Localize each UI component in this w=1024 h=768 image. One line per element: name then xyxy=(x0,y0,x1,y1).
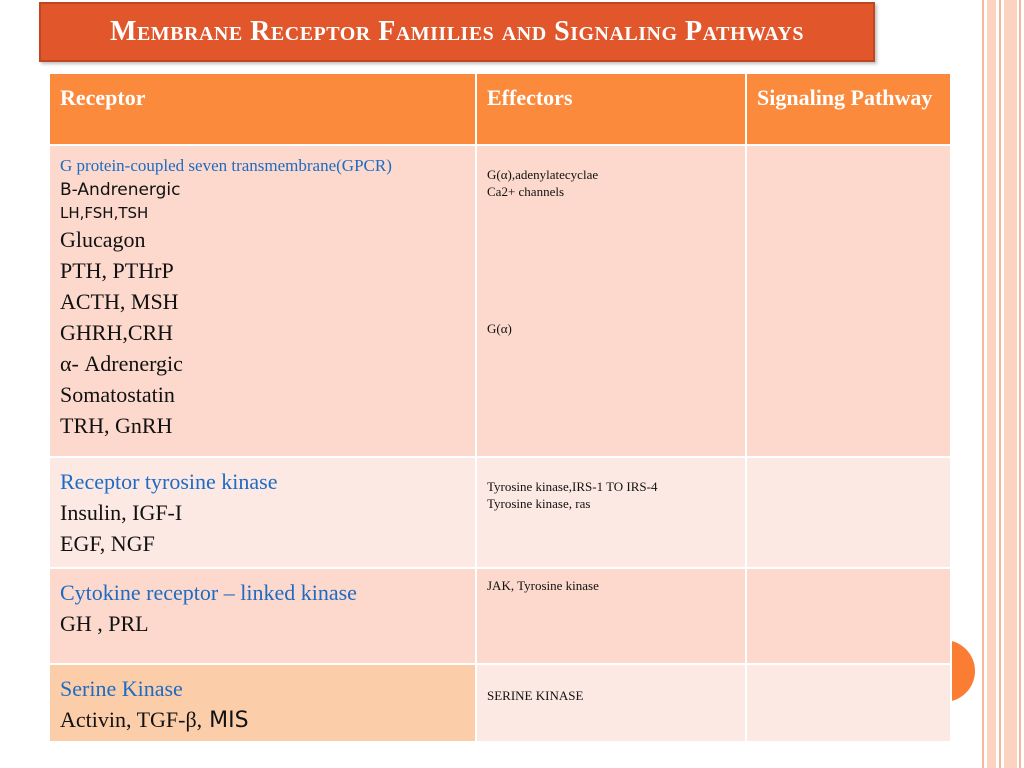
header-signaling-pathway: Signaling Pathway xyxy=(746,73,951,145)
header-effectors: Effectors xyxy=(476,73,746,145)
receptor-item: Somatostatin xyxy=(60,382,175,407)
effector-item: Tyrosine kinase, ras xyxy=(487,496,591,511)
table-header-row xyxy=(49,73,951,145)
receptor-table xyxy=(48,72,952,743)
receptor-item: α- Adrenergic xyxy=(60,351,183,376)
receptor-item: Insulin, IGF-I xyxy=(60,500,183,525)
receptor-cell xyxy=(49,664,476,742)
decor-stripe xyxy=(982,0,984,768)
table-row xyxy=(49,457,951,568)
receptor-family: G protein-coupled seven transmembrane(GPCR) xyxy=(60,156,392,175)
effector-item: Ca2+ channels xyxy=(487,184,565,199)
receptor-item: LH,FSH,TSH xyxy=(60,204,149,222)
effectors-cell xyxy=(476,664,746,742)
receptor-item-extra: MIS xyxy=(202,708,249,733)
effector-item: Tyrosine kinase,IRS-1 TO IRS-4 xyxy=(487,479,658,494)
receptor-item: TRH, GnRH xyxy=(60,413,173,438)
receptor-family: Serine Kinase xyxy=(60,676,183,701)
receptor-family: Receptor tyrosine kinase xyxy=(60,469,278,494)
effectors-cell xyxy=(476,145,746,457)
table-row xyxy=(49,145,951,457)
decor-stripe xyxy=(1019,0,1021,768)
receptor-item: B-Andrenergic xyxy=(60,180,181,200)
title-banner xyxy=(39,2,875,62)
receptor-item: EGF, NGF xyxy=(60,531,155,556)
slide-title: Membrane Receptor Famiilies and Signaling Pathways xyxy=(110,16,804,47)
effector-item: G(α),adenylatecyclae xyxy=(487,167,599,182)
table-row xyxy=(49,568,951,664)
pathway-cell xyxy=(746,664,951,742)
table-row xyxy=(49,664,951,742)
receptor-item: ACTH, MSH xyxy=(60,289,179,314)
decor-stripe xyxy=(1004,0,1017,768)
pathway-cell xyxy=(746,457,951,568)
effectors-cell xyxy=(476,568,746,664)
receptor-family: Cytokine receptor – linked kinase xyxy=(60,580,357,605)
receptor-cell xyxy=(49,457,476,568)
decor-stripe xyxy=(987,0,996,768)
receptor-item: Glucagon xyxy=(60,227,146,252)
receptor-item: GHRH,CRH xyxy=(60,320,174,345)
effector-item: G(α) xyxy=(487,321,512,336)
receptor-item: PTH, PTHrP xyxy=(60,258,174,283)
pathway-cell xyxy=(746,568,951,664)
receptor-item xyxy=(60,704,465,736)
pathway-cell xyxy=(746,145,951,457)
effector-item: SERINE KINASE xyxy=(487,688,584,703)
decor-stripe xyxy=(999,0,1001,768)
receptor-item: GH , PRL xyxy=(60,611,149,636)
effector-item: JAK, Tyrosine kinase xyxy=(487,578,599,593)
receptor-cell xyxy=(49,145,476,457)
header-receptor: Receptor xyxy=(49,73,476,145)
receptor-item-main: Activin, TGF-β, xyxy=(60,707,203,732)
effectors-cell xyxy=(476,457,746,568)
receptor-cell xyxy=(49,568,476,664)
